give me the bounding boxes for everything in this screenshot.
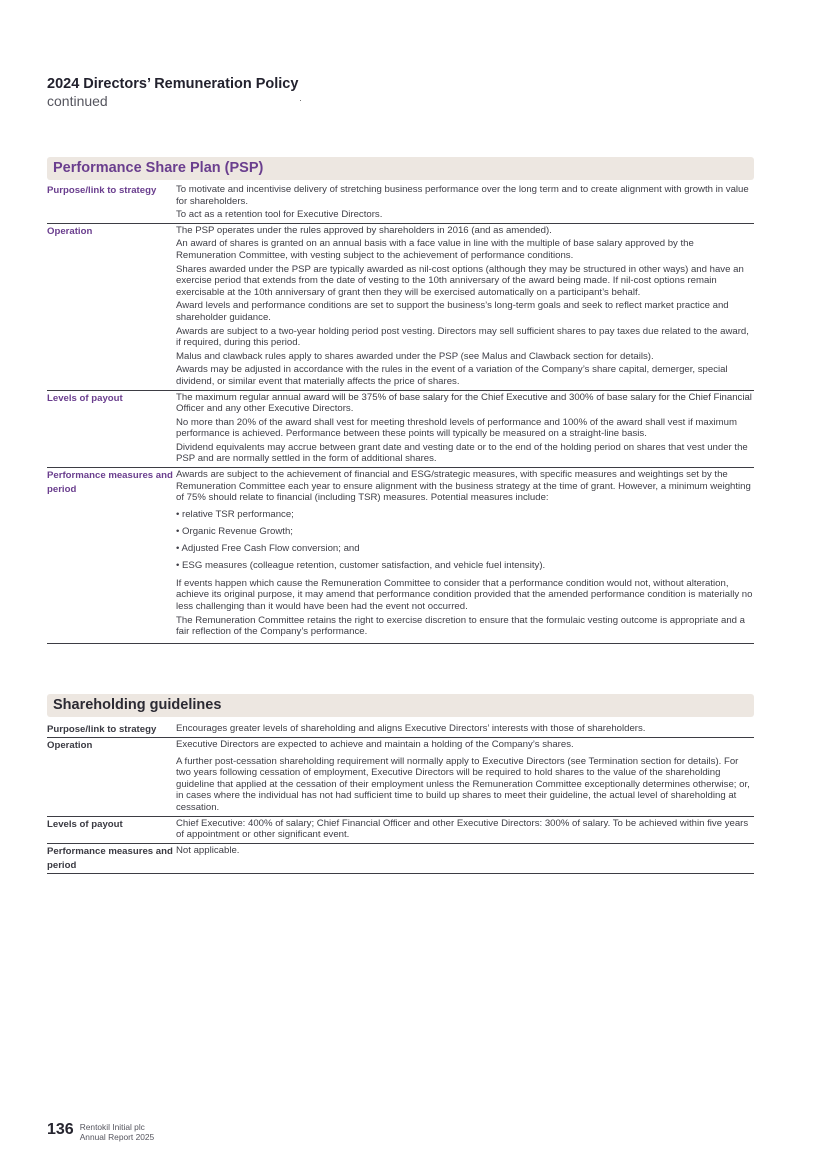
- paragraph: Chief Executive: 400% of salary; Chief Financial Officer and other Executive Directors: 300% of salary. To be achieved within five years of appointment or other significant event.: [176, 817, 749, 841]
- sh-row-operation: [47, 738, 754, 817]
- paragraph: Awards are subject to a two-year holding period post vesting. Directors may sell sufficient shares to pay taxes due related to the award, if required, during this period.: [176, 325, 749, 349]
- row-label: Purpose/link to strategy: [47, 185, 157, 196]
- paragraph: Dividend equivalents may accrue between grant date and vesting date or to the end of the holding period on shares that vest under the PSP and are normally settled in the form of additional shares.: [176, 441, 748, 465]
- sh-row-performance-measures: [47, 844, 754, 874]
- psp-section-title: Performance Share Plan (PSP): [47, 157, 754, 180]
- stray-dot: [300, 100, 301, 101]
- paragraph: The maximum regular annual award will be 375% of base salary for the Chief Executive and 300% of base salary for the Chief Financial Officer and any other Executive Directors.: [176, 391, 752, 415]
- paragraph: Not applicable.: [176, 844, 240, 856]
- row-label: Performance measures and period: [47, 470, 173, 496]
- row-content: [176, 739, 754, 816]
- row-content: [176, 469, 754, 640]
- shareholding-section: [47, 694, 754, 874]
- bullet-item: • Adjusted Free Cash Flow conversion; and: [176, 543, 754, 555]
- row-label: Levels of payout: [47, 818, 123, 830]
- paragraph: Award levels and performance conditions are set to support the business’s long-term goals and seek to reflect market practice and shareholder guidance.: [176, 300, 729, 323]
- row-content: [176, 845, 754, 873]
- paragraph: Awards are subject to the achievement of financial and ESG/strategic measures, with specific measures and weightings set by the Remuneration Committee each year to ensure alignment with the business strategy at the time of grant. However, a minimum weighting of 75% should relate to financial (including TSR) measures. Potential measures include:: [176, 469, 751, 504]
- psp-row-performance-measures: [47, 468, 754, 644]
- bullet-item: • Organic Revenue Growth;: [176, 526, 754, 538]
- row-content: [176, 392, 754, 468]
- paragraph: No more than 20% of the award shall vest for meeting threshold levels of performance and 100% of the award shall vest if maximum performance is achieved. Performance between these points will typically be measured on a straight-line basis.: [176, 416, 737, 440]
- footer-company: Rentokil Initial plc: [79, 1122, 145, 1132]
- paragraph: Executive Directors are expected to achieve and maintain a holding of the Company’s shares.: [176, 739, 574, 750]
- row-label: Performance measures and period: [47, 845, 173, 871]
- footer-publication: [80, 1121, 155, 1142]
- paragraph: An award of shares is granted on an annual basis with a face value in line with the multiple of base salary approved by the Remuneration Committee, with vesting subject to the achievement of performance conditions.: [176, 238, 694, 261]
- psp-row-operation: [47, 224, 754, 391]
- bullet-item: • relative TSR performance;: [176, 509, 754, 521]
- page-header: [47, 76, 298, 110]
- paragraph: Shares awarded under the PSP are typically awarded as nil-cost options (although they may be structured in other ways) and have an exercise period that extends from the date of vesting to the 10th anniversary of the award being made. If nil-cost options remain exercisable at the 10th anniversary of grant then they will be exercised automatically on a participant’s behalf.: [176, 263, 744, 298]
- paragraph: To motivate and incentivise delivery of stretching business performance over the long term and to create alignment with growth in value for shareholders.: [176, 184, 749, 207]
- paragraph: The PSP operates under the rules approved by shareholders in 2016 (and as amended).: [176, 224, 552, 236]
- psp-section: [47, 157, 754, 644]
- paragraph: If events happen which cause the Remuneration Committee to consider that a performance condition would not, without alteration, achieve its original purpose, it may amend that performance condition provided that the amended performance condition is materially no less challenging than it would have been had the event not occurred.: [176, 577, 753, 613]
- paragraph: A further post-cessation shareholding requirement will normally apply to Executive Directors (see Termination section for details). For two years following cessation of employment, Executive Directors will be required to hold shares to the value of the shareholding guideline that applied at the cessation of their employment unless the Remuneration Committee exceptionally determines otherwise; or, in cases where the individual has not had sufficient time to build up shares to meet their guideline, the actual level of shareholding at cessation.: [176, 755, 750, 813]
- paragraph: To act as a retention tool for Executive Directors.: [176, 209, 383, 221]
- row-content: [176, 225, 754, 390]
- psp-row-levels-of-payout: [47, 391, 754, 469]
- row-content: [176, 723, 754, 737]
- paragraph: Malus and clawback rules apply to shares awarded under the PSP (see Malus and Clawback section for details).: [176, 350, 654, 362]
- footer-report: Annual Report 2025: [79, 1132, 155, 1142]
- psp-row-purpose: [47, 183, 754, 224]
- row-content: [176, 184, 754, 223]
- paragraph: The Remuneration Committee retains the right to exercise discretion to ensure that the formulaic vesting outcome is appropriate and a fair reflection of the Company’s performance.: [176, 614, 745, 638]
- row-label: Purpose/link to strategy: [47, 724, 157, 735]
- page-number: 136: [47, 1121, 74, 1138]
- page-title: 2024 Directors’ Remuneration Policy: [47, 76, 299, 92]
- row-label: Operation: [47, 225, 93, 237]
- page-subtitle: continued: [47, 93, 108, 109]
- page-footer: [47, 1121, 154, 1142]
- shareholding-section-title: Shareholding guidelines: [47, 694, 754, 717]
- sh-row-levels-of-payout: [47, 817, 754, 844]
- row-content: [176, 818, 754, 843]
- row-label: Operation: [47, 740, 93, 751]
- row-label: Levels of payout: [47, 392, 123, 404]
- bullet-item: • ESG measures (colleague retention, customer satisfaction, and vehicle fuel intensity).: [176, 560, 754, 572]
- paragraph: Awards may be adjusted in accordance with the rules in the event of a variation of the Company’s share capital, demerger, special dividend, or similar event that materially affects the price of shares.: [176, 364, 728, 387]
- sh-row-purpose: [47, 722, 754, 738]
- paragraph: Encourages greater levels of shareholding and aligns Executive Directors’ interests with those of shareholders.: [176, 723, 646, 734]
